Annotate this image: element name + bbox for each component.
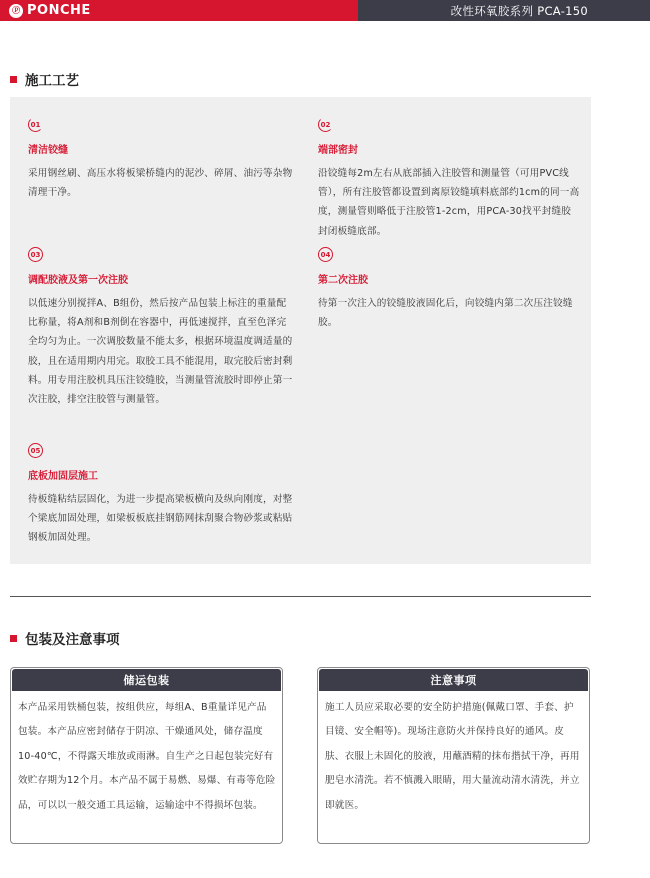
step-03 bbox=[28, 247, 293, 409]
step-01 bbox=[28, 117, 293, 202]
step-04 bbox=[318, 247, 580, 332]
construction-panel bbox=[10, 97, 591, 564]
step-number-icon: 02 bbox=[318, 117, 333, 132]
header-bar bbox=[0, 0, 650, 21]
header-product-area bbox=[358, 0, 650, 21]
section-divider bbox=[10, 596, 591, 597]
step-body: 沿铰缝每2m左右从底部插入注胶管和测量管（可用PVC线管），所有注胶管都设置到离原铰缝填料底部约1cm的同一高度，测量管则略低于注胶管1-2cm，用PCA-30找平封缝胶封闭板缝底部。 bbox=[318, 168, 580, 237]
product-series: 改性环氧胶系列 PCA-150 bbox=[450, 3, 588, 18]
step-title: 第二次注胶 bbox=[318, 275, 368, 286]
step-05 bbox=[28, 443, 293, 548]
section-marker-icon bbox=[10, 76, 17, 83]
step-title: 底板加固层施工 bbox=[28, 471, 98, 482]
ponche-logo-icon bbox=[9, 4, 23, 18]
packaging-title: 包装及注意事项 bbox=[25, 632, 120, 648]
notes-header bbox=[319, 669, 588, 691]
step-title: 端部密封 bbox=[318, 145, 358, 156]
step-body: 以低速分别搅拌A、B组份，然后按产品包装上标注的重量配比称量，将A剂和B剂倒在容器中，再低速搅拌，直至色泽完全均匀为止。一次调胶数量不能太多，根据环境温度调适量的胶，且在适用期内用完。取胶工具不能混用，取完胶后密封剩料。用专用注胶机具压注铰缝胶，当测量管流胶时即停止第一次注胶，排空注胶管与测量管。 bbox=[28, 298, 293, 406]
step-number-icon: 04 bbox=[318, 247, 333, 262]
logo-glyph: Ⓟ bbox=[12, 5, 20, 15]
packaging-heading bbox=[10, 628, 120, 648]
step-number-icon: 03 bbox=[28, 247, 43, 262]
step-number-icon: 05 bbox=[28, 443, 43, 458]
header-brand-area bbox=[0, 0, 358, 21]
construction-heading bbox=[10, 69, 79, 89]
notes-box bbox=[317, 667, 590, 844]
brand-name: PONCHE bbox=[27, 3, 91, 18]
storage-box bbox=[10, 667, 283, 844]
notes-heading: 注意事项 bbox=[430, 674, 477, 687]
step-title: 调配胶液及第一次注胶 bbox=[28, 275, 128, 286]
step-body: 待板缝粘结层固化，为进一步提高梁板横向及纵向刚度，对整个梁底加固处理，如梁板板底挂钢筋网抹刮聚合物砂浆或粘贴钢板加固处理。 bbox=[28, 494, 293, 544]
storage-header bbox=[12, 669, 281, 691]
storage-heading: 储运包装 bbox=[123, 674, 170, 687]
step-02 bbox=[318, 117, 580, 241]
step-number-icon: 01 bbox=[28, 117, 43, 132]
construction-title: 施工工艺 bbox=[25, 73, 79, 89]
step-body: 待第一次注入的铰缝胶液固化后，向铰缝内第二次压注铰缝胶。 bbox=[318, 298, 573, 329]
notes-body: 施工人员应采取必要的安全防护措施(佩戴口罩、手套、护目镜、安全帽等)。现场注意防火并保持良好的通风。皮肤、衣服上未固化的胶液，用蘸酒精的抹布揩拭干净，再用肥皂水清洗。若不慎溅入眼睛，用大量流动清水清洗，并立即就医。 bbox=[325, 702, 580, 811]
step-title: 清洁铰缝 bbox=[28, 145, 68, 156]
step-body: 采用钢丝刷、高压水将板梁桥缝内的泥沙、碎屑、油污等杂物清理干净。 bbox=[28, 168, 293, 199]
section-marker-icon bbox=[10, 635, 17, 642]
storage-body: 本产品采用铁桶包装，按组供应，每组A、B重量详见产品包装。本产品应密封储存于阴凉、干燥通风处，储存温度10-40℃，不得露天堆放或雨淋。自生产之日起包装完好有效贮存期为12个月。本产品不属于易燃、易爆、有毒等危险品，可以以一般交通工具运输，运输途中不得损坏包装。 bbox=[18, 702, 276, 811]
